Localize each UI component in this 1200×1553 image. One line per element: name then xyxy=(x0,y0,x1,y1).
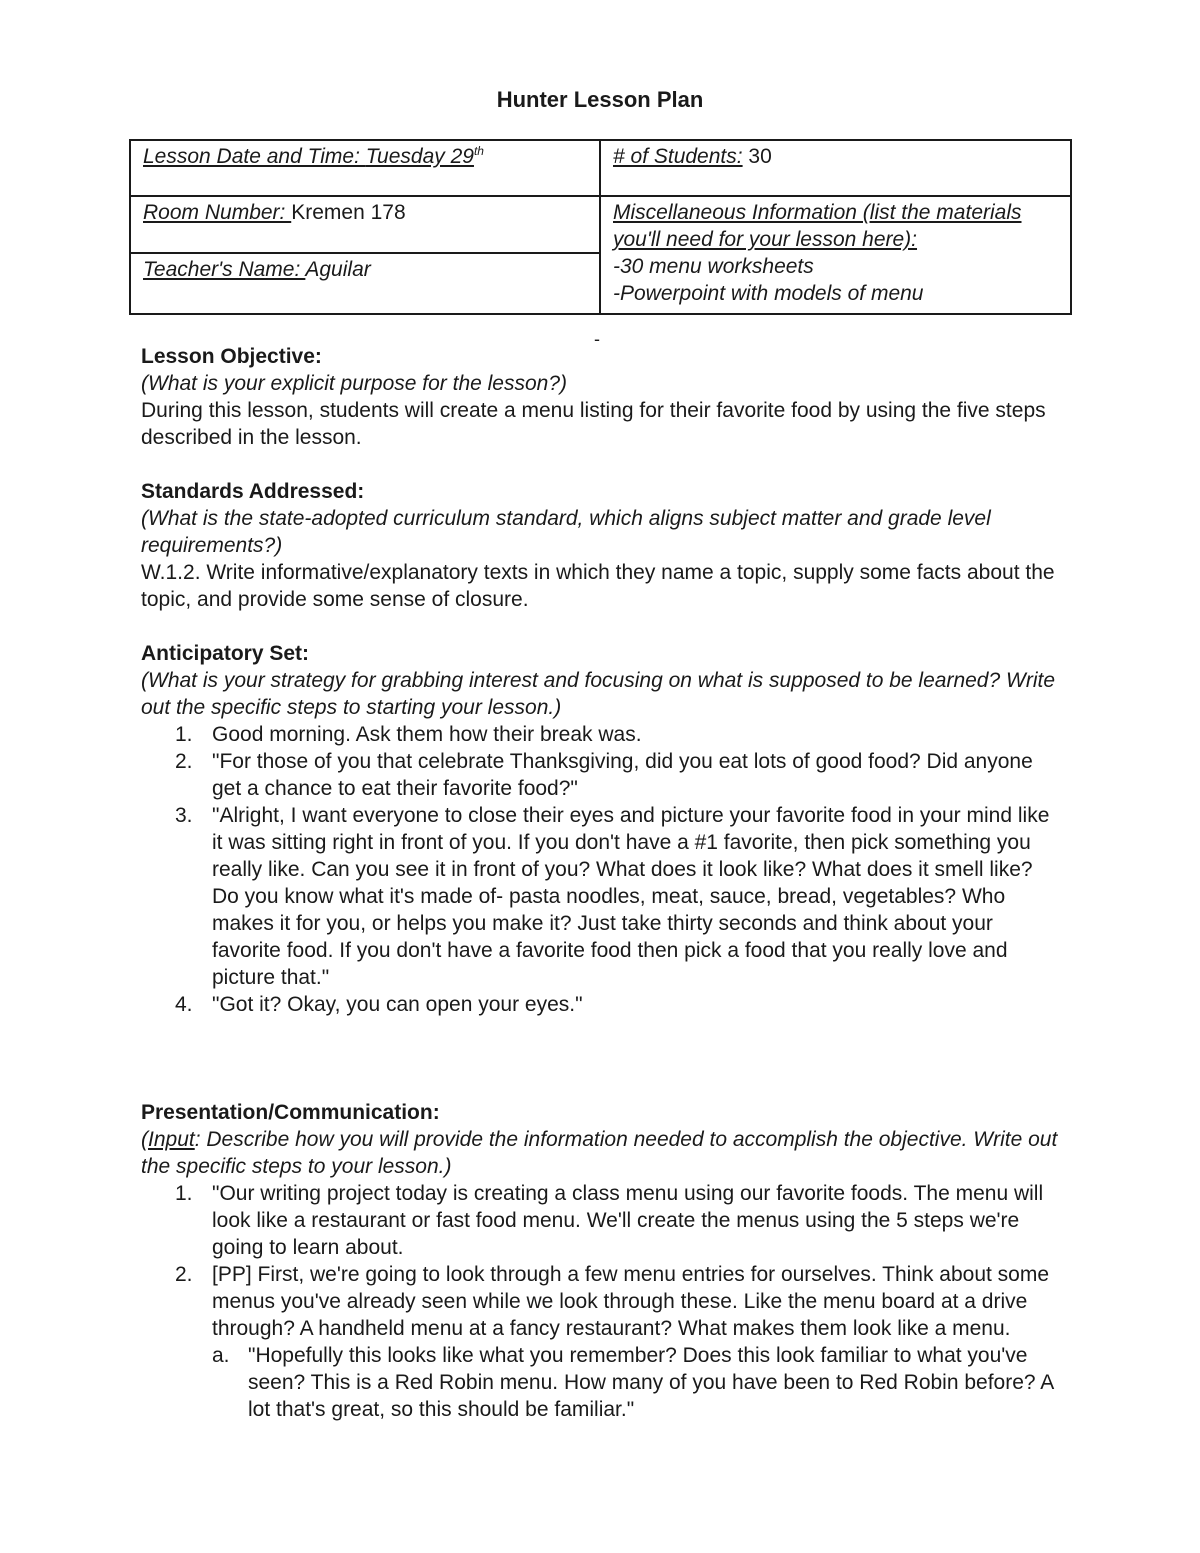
list-text: Good morning. Ask them how their break was. xyxy=(212,723,642,746)
misc-item: -30 menu worksheets xyxy=(613,255,814,278)
students-cell xyxy=(600,140,1071,196)
students-label: # of Students: xyxy=(613,145,743,168)
teacher-label: Teacher's Name: xyxy=(143,258,306,281)
list-text: "For those of you that celebrate Thanksgiving, did you eat lots of good food? Did anyone get a chance to eat their favorite food?" xyxy=(212,750,1033,800)
teacher-cell xyxy=(130,253,600,314)
section-prompt: (What is the state-adopted curriculum standard, which aligns subject matter and grade level requirements?) xyxy=(141,507,991,557)
presentation-section xyxy=(141,1099,1061,1423)
section-heading: Lesson Objective: xyxy=(141,345,322,368)
section-prompt xyxy=(141,1126,1061,1180)
room-value: Kremen 178 xyxy=(291,201,406,224)
list-item xyxy=(141,1180,1061,1261)
section-body: During this lesson, students will create a menu listing for their favorite food by using the five steps described in the lesson. xyxy=(141,399,1046,449)
lesson-date-suffix: th xyxy=(473,144,484,158)
stray-mark: - xyxy=(594,329,600,349)
section-heading: Standards Addressed: xyxy=(141,480,365,503)
room-cell xyxy=(130,196,600,253)
prompt-text: : Describe how you will provide the information needed to accomplish the objective. Write out the specific steps to your lesson.) xyxy=(141,1128,1058,1178)
anticipatory-steps xyxy=(141,721,1061,1018)
section-body: W.1.2. Write informative/explanatory texts in which they name a topic, supply some facts about the topic, and provide some sense of closure. xyxy=(141,561,1055,611)
list-number: 3. xyxy=(175,804,193,827)
list-text: "Hopefully this looks like what you remember? Does this look familiar to what you've seen? This is a Red Robin menu. How many of you have been to Red Robin before? A lot that's great, so this should be familiar." xyxy=(248,1344,1054,1421)
standards-section xyxy=(141,478,1061,613)
misc-label: Miscellaneous Information (list the materials you'll need for your lesson here): xyxy=(613,201,1022,251)
lesson-date-label: Lesson Date and Time: xyxy=(143,145,366,168)
prompt-open-paren: ( xyxy=(141,1128,148,1151)
spacer xyxy=(141,613,1061,640)
list-item xyxy=(141,721,1061,748)
list-number: 2. xyxy=(175,750,193,773)
section-prompt: (What is your explicit purpose for the lesson?) xyxy=(141,372,568,395)
list-text: "Alright, I want everyone to close their eyes and picture your favorite food in your mind like it was sitting right in front of you. If you don't have a #1 favorite, then pick something you really like. Can you see it in front of you? What does it look like? What does it smell like? Do you know what it's made of- pasta noodles, meat, sauce, bread, vegetables? Who makes it for you, or helps you make it? Just take thirty seconds and think about your favorite food. If you don't have a favorite food then pick a food that you really love and picture that." xyxy=(212,804,1050,989)
misc-cell xyxy=(600,196,1071,314)
section-heading: Presentation/Communication: xyxy=(141,1101,440,1124)
list-number: 4. xyxy=(175,993,193,1016)
prompt-input-label: Input xyxy=(148,1128,195,1151)
list-text: "Got it? Okay, you can open your eyes." xyxy=(212,993,583,1016)
list-item xyxy=(141,748,1061,802)
list-number: 1. xyxy=(175,723,193,746)
list-text: [PP] First, we're going to look through a few menu entries for ourselves. Think about some menus you've already seen while we look through these. Like the menu board at a drive through? A handheld menu at a fancy restaurant? What makes them look like a menu. xyxy=(212,1263,1050,1340)
presentation-substeps xyxy=(212,1342,1061,1423)
list-item xyxy=(212,1342,1061,1423)
list-number: 1. xyxy=(175,1182,193,1205)
section-prompt: (What is your strategy for grabbing interest and focusing on what is supposed to be learned? Write out the specific steps to starting your lesson.) xyxy=(141,669,1055,719)
misc-item: -Powerpoint with models of menu xyxy=(613,282,924,305)
spacer xyxy=(141,451,1061,478)
lesson-info-table xyxy=(129,139,1072,315)
lesson-content xyxy=(141,343,1061,1423)
list-item xyxy=(141,991,1061,1018)
spacer xyxy=(141,1018,1061,1099)
list-text: "Our writing project today is creating a class menu using our favorite foods. The menu will look like a restaurant or fast food menu. We'll create the menus using the 5 steps we're going to learn about. xyxy=(212,1182,1044,1259)
list-item xyxy=(141,1261,1061,1423)
list-item xyxy=(141,802,1061,991)
list-number: 2. xyxy=(175,1263,193,1286)
students-value: 30 xyxy=(742,145,772,168)
section-heading: Anticipatory Set: xyxy=(141,642,310,665)
teacher-value: Aguilar xyxy=(305,258,371,281)
anticipatory-section xyxy=(141,640,1061,1018)
room-label: Room Number: xyxy=(143,201,292,224)
document-title: Hunter Lesson Plan xyxy=(496,87,704,112)
lesson-date-cell xyxy=(130,140,600,196)
presentation-steps xyxy=(141,1180,1061,1423)
list-letter: a. xyxy=(212,1344,230,1367)
objective-section xyxy=(141,343,1061,451)
lesson-date-value: Tuesday 29 xyxy=(365,145,474,168)
